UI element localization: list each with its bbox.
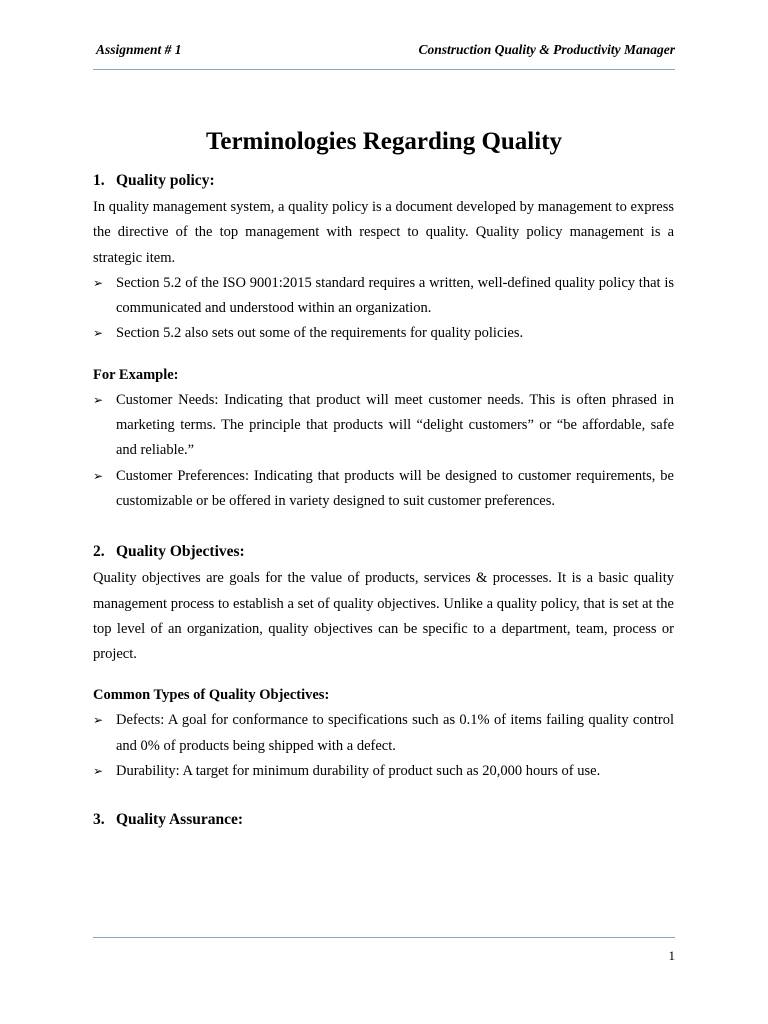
list-item [93, 271, 674, 322]
subheading-common-types: Common Types of Quality Objectives: [93, 687, 330, 704]
paragraph-quality-policy: In quality management system, a quality policy is a document developed by management to express the directive of the top management with respect to quality. Quality policy management is a strategic item. [93, 199, 674, 266]
list-item-text: Customer Preferences: Indicating that products will be designed to customer requirements, be customizable or be offered in variety designed to suit customer preferences. [116, 467, 674, 509]
section-heading-quality-assurance [93, 809, 674, 831]
section-number: 2. [93, 543, 105, 561]
list-item-text: Customer Needs: Indicating that product will meet customer needs. This is often phrased in marketing terms. The principle that products will “delight customers” or “be affordable, safe and reliable.” [116, 391, 674, 459]
section-heading-quality-policy [93, 170, 674, 192]
arrow-bullet-icon: ➢ [93, 326, 104, 341]
section-number: 1. [93, 172, 105, 189]
paragraph-quality-objectives: Quality objectives are goals for the value of products, services & processes. It is a basic quality management process to establish a set of quality objectives. Unlike a quality policy, that is set at the top level of an organization, quality objectives can be specific to a department, team, process or project. [93, 570, 674, 663]
document-body [93, 170, 674, 831]
page-number: 1 [668, 948, 675, 963]
list-item [93, 708, 674, 759]
list-item [93, 464, 674, 515]
header-assignment-label: Assignment # 1 [96, 42, 182, 57]
list-item-text: Defects: A goal for conformance to specifications such as 0.1% of items failing quality control and 0% of products being shipped with a defect. [116, 712, 674, 754]
section-heading-quality-objectives [93, 541, 674, 563]
subheading-for-example: For Example: [93, 366, 179, 383]
arrow-bullet-icon: ➢ [93, 713, 104, 728]
arrow-bullet-icon: ➢ [93, 764, 104, 779]
section-heading-text: Quality policy: [116, 172, 215, 189]
list-item [93, 759, 674, 784]
section-heading-text: Quality Assurance: [116, 811, 244, 829]
list-item-text: Durability: A target for minimum durability of product such as 20,000 hours of use. [116, 763, 601, 780]
page-title: Terminologies Regarding Quality [205, 128, 563, 155]
list-item-text: Section 5.2 also sets out some of the requirements for quality policies. [116, 325, 524, 342]
list-item [93, 321, 674, 346]
section-heading-text: Quality Objectives: [116, 543, 245, 561]
header-divider [93, 69, 675, 70]
bullet-list-objective-types [93, 708, 674, 784]
section-number: 3. [93, 811, 105, 829]
list-item [93, 388, 674, 464]
header-course-title: Construction Quality & Productivity Manager [418, 42, 675, 57]
bullet-list-quality-policy [93, 271, 674, 347]
arrow-bullet-icon: ➢ [93, 392, 104, 407]
arrow-bullet-icon: ➢ [93, 468, 104, 483]
list-item-text: Section 5.2 of the ISO 9001:2015 standard requires a written, well-defined quality policy that is communicated and understood within an organization. [116, 274, 674, 317]
arrow-bullet-icon: ➢ [93, 275, 104, 290]
bullet-list-examples [93, 388, 674, 514]
footer-divider [93, 937, 675, 938]
page-header [93, 42, 675, 62]
